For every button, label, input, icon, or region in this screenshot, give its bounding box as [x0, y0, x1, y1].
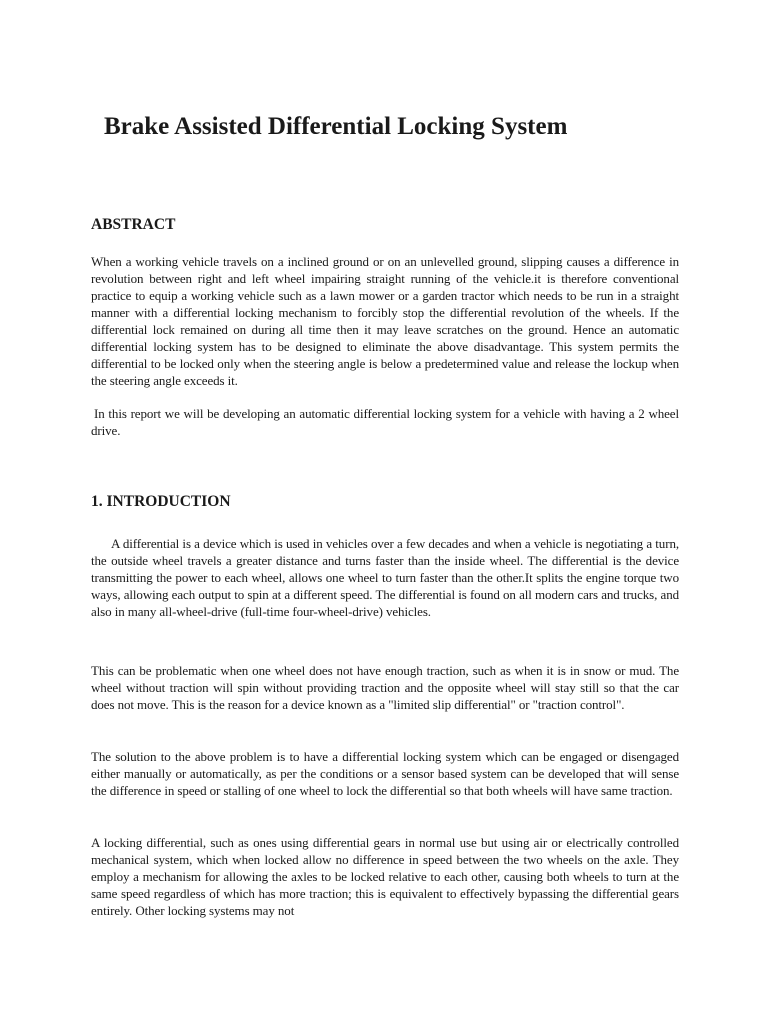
introduction-heading: 1. INTRODUCTION: [91, 493, 231, 510]
introduction-paragraph-3: The solution to the above problem is to have a differential locking system which can be engaged or disengaged either manually or automatically, as per the conditions or a sensor based system can be developed that will sense the difference in speed or stalling of one wheel to lock the differential so that both wheels will have same traction.: [91, 749, 679, 798]
document-title: Brake Assisted Differential Locking System: [104, 113, 568, 140]
introduction-paragraph-4: A locking differential, such as ones using differential gears in normal use but using air or electrically controlled mechanical system, which when locked allow no difference in speed between the two wheels on the axle. They employ a mechanism for allowing the axles to be locked relative to each other, causing both wheels to turn at the same speed regardless of which has more traction; this is equivalent to effectively bypassing the differential gears entirely. Other locking systems may not: [91, 835, 679, 918]
abstract-heading: ABSTRACT: [91, 216, 176, 233]
abstract-paragraph-1: When a working vehicle travels on a inclined ground or on an unlevelled ground, slipping causes a difference in revolution between right and left wheel impairing straight running of the vehicle.it is therefore conventional practice to equip a working vehicle such as a lawn mower or a garden tractor which needs to be run in a straight manner with a differential locking mechanism to forcibly stop the differential revolution of the wheels. If the differential lock remained on during all time then it may leave scratches on the ground. Hence an automatic differential locking system has to be designed to eliminate the above disadvantage. This system permits the differential to be locked only when the steering angle is below a predetermined value and release the lockup when the steering angle exceeds it.: [91, 254, 679, 388]
introduction-paragraph-1: A differential is a device which is used in vehicles over a few decades and when a vehicle is negotiating a turn, the outside wheel travels a greater distance and turns faster than the inside wheel. The differential is the device transmitting the power to each wheel, allows one wheel to turn faster than the other.It splits the engine torque two ways, allowing each output to spin at a different speed. The differential is found on all modern cars and trucks, and also in many all-wheel-drive (full-time four-wheel-drive) vehicles.: [91, 536, 679, 619]
introduction-paragraph-2: This can be problematic when one wheel does not have enough traction, such as when it is in snow or mud. The wheel without traction will spin without providing traction and the opposite wheel will stay still so that the car does not move. This is the reason for a device known as a "limited slip differential" or "traction control".: [91, 663, 679, 712]
abstract-paragraph-2: In this report we will be developing an automatic differential locking system for a vehicle with having a 2 wheel drive.: [91, 406, 679, 438]
